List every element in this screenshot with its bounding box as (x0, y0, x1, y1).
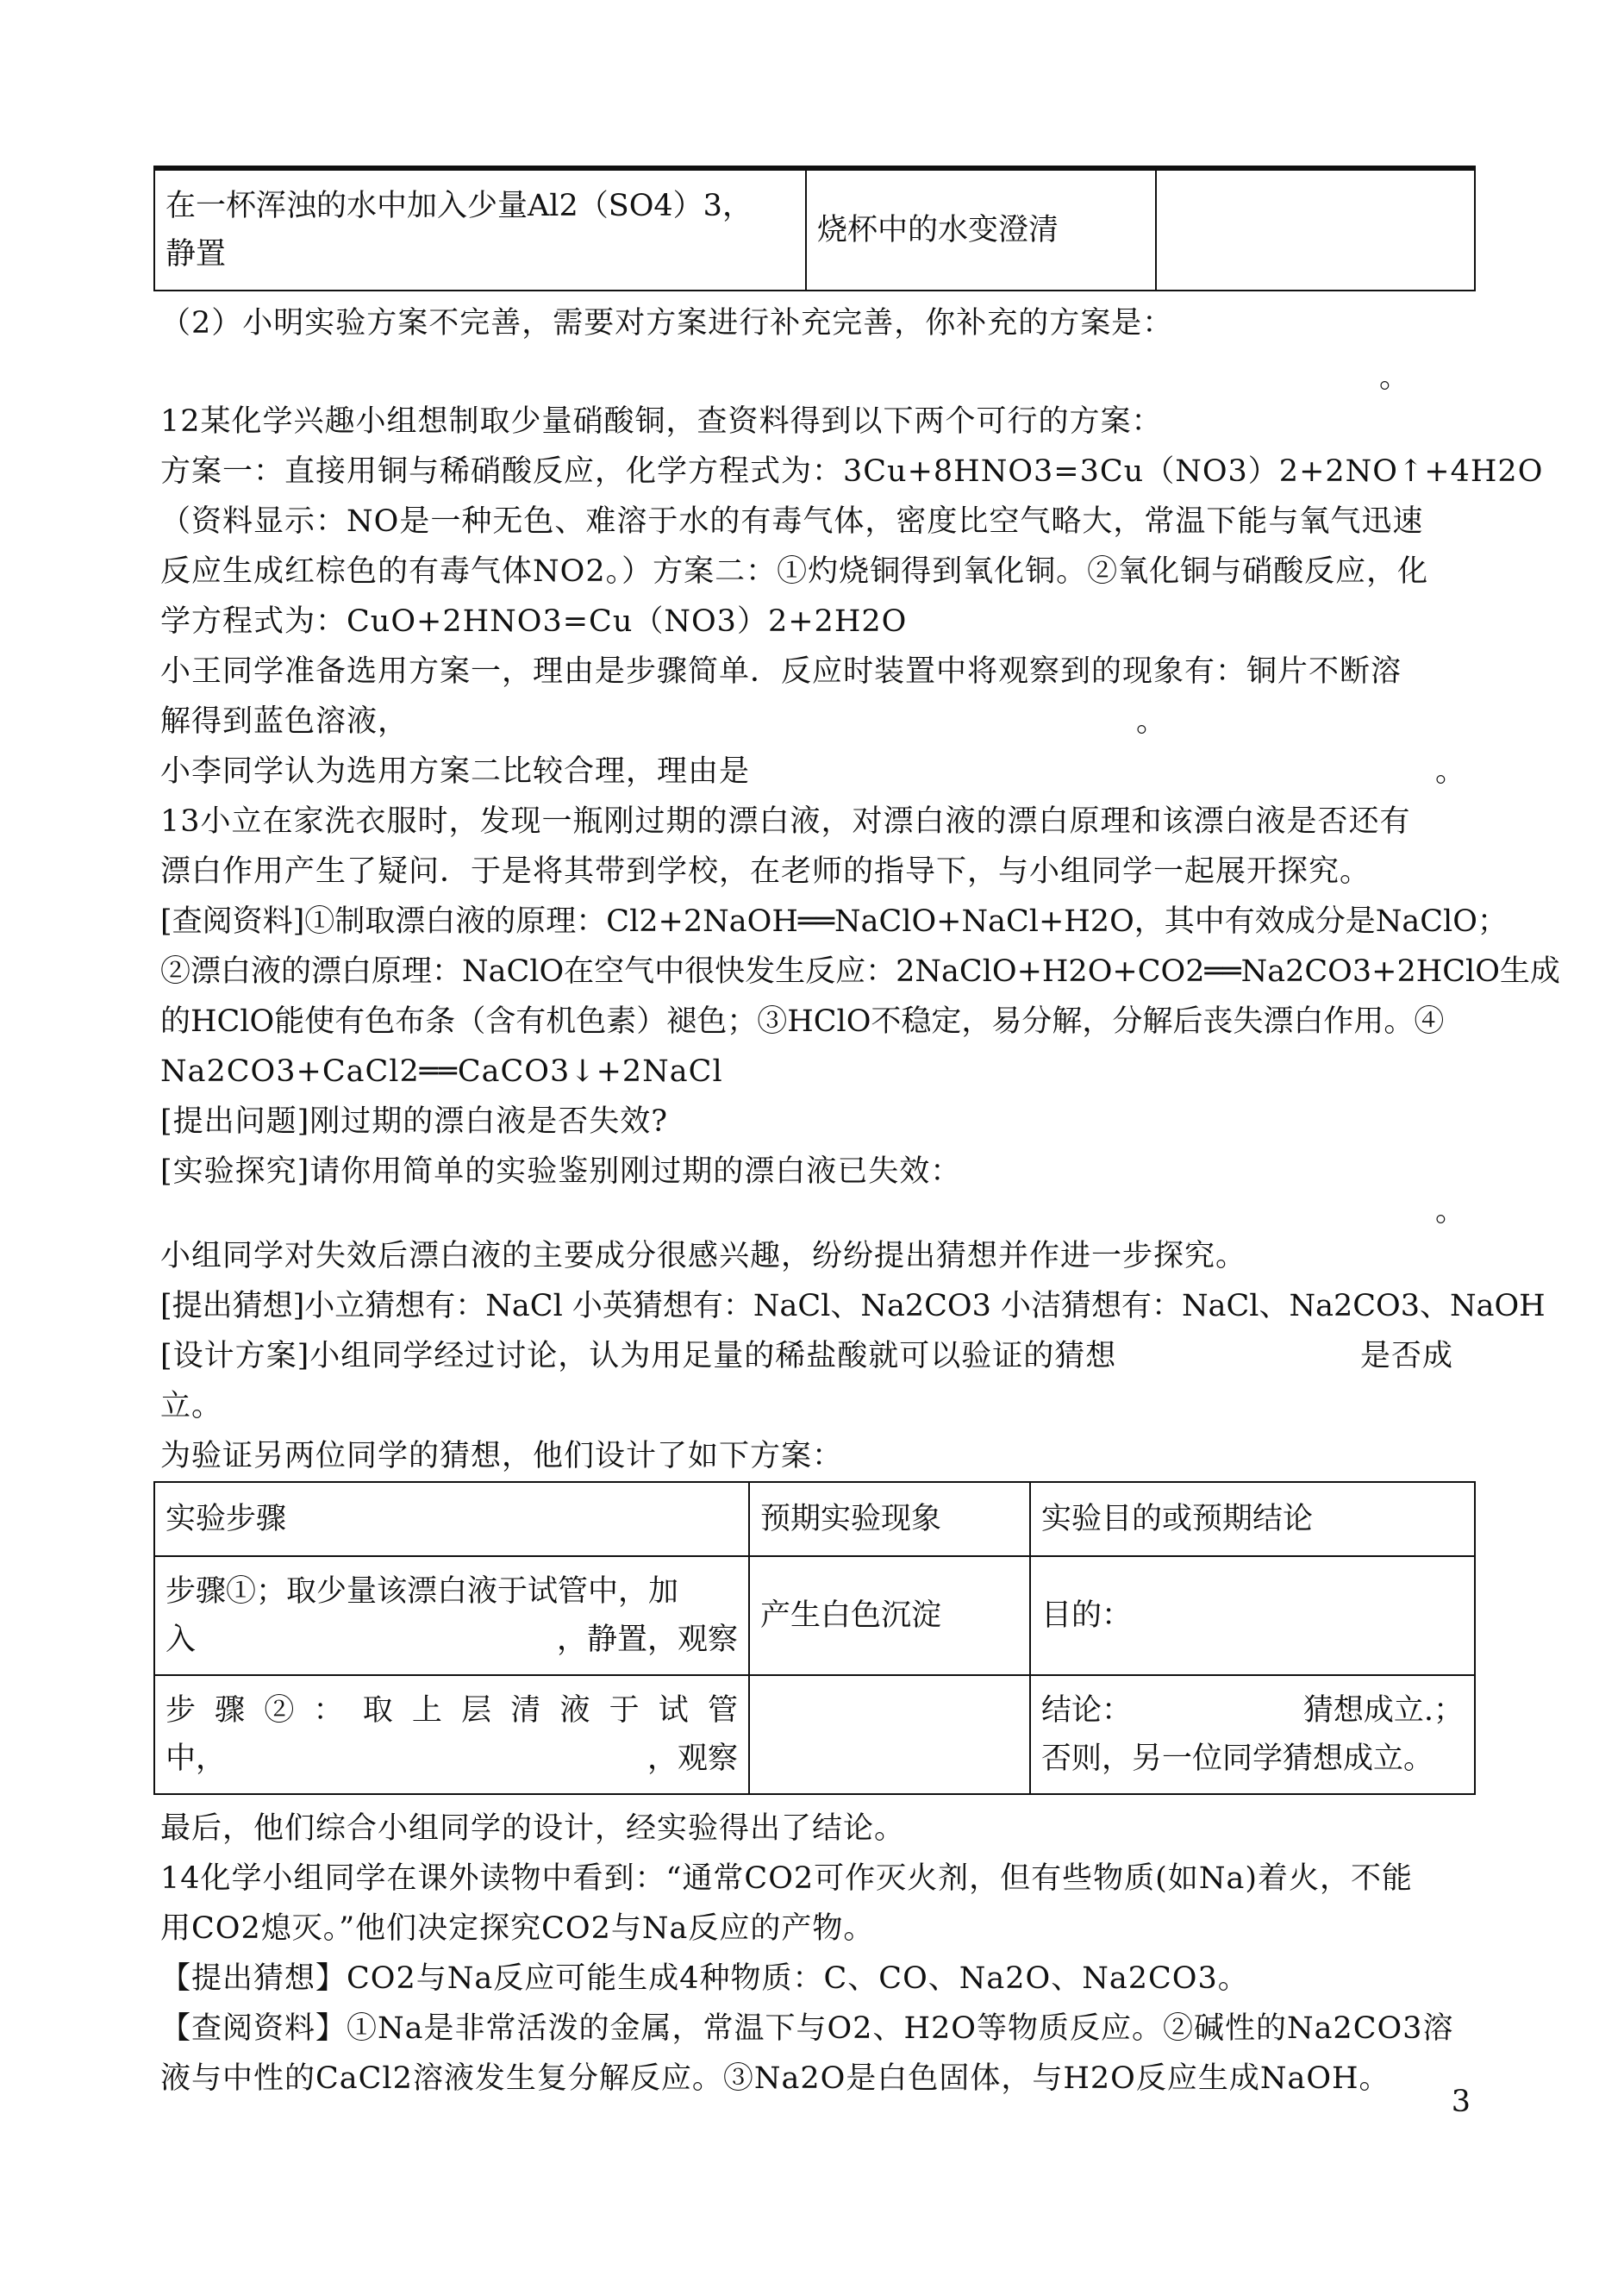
step-1-purpose: 目的： (1030, 1556, 1475, 1675)
step-1-phenomenon: 产生白色沉淀 (749, 1556, 1030, 1675)
question-14-line-4: 【查阅资料】①Na是非常活泼的金属，常温下与O2、H2O等物质反应。②碱性的Na2CO3溶 (160, 2011, 1454, 2046)
question-13-line-6: Na2CO3+CaCl2══CaCO3↓+2NaCl (160, 1054, 723, 1089)
step-2-phenomenon (749, 1675, 1030, 1794)
question-13-line-9: 小组同学对失效后漂白液的主要成分很感兴趣，纷纷提出猜想并作进一步探究。 (160, 1239, 1247, 1273)
conclusion-label: 结论： (1041, 1693, 1133, 1728)
question-12-line-7: 解得到蓝色溶液， (160, 704, 409, 739)
question-13-line-10: [提出猜想]小立猜想有：NaCl 小英猜想有：NaCl、Na2CO3 小洁猜想有：NaCl、Na2CO3、NaOH (160, 1289, 1546, 1323)
question-12-line-1: 12某化学兴趣小组想制取少量硝酸铜，查资料得到以下两个可行的方案： (160, 404, 1163, 439)
step-2-text-b-end: ，观察 (646, 1742, 738, 1776)
question-14-line-3: 【提出猜想】CO2与Na反应可能生成4种物质：C、CO、Na2O、Na2CO3。 (160, 1961, 1249, 1996)
question-13-line-3: [查阅资料]①制取漂白液的原理：Cl2+2NaOH══NaClO+NaCl+H2O，其中有效成分是NaClO； (160, 904, 1508, 939)
question-13-line-7: [提出问题]刚过期的漂白液是否失效? (160, 1104, 669, 1139)
question-13-line-1: 13小立在家洗衣服时，发现一瓶刚过期的漂白液，对漂白液的漂白原理和该漂白液是否还有 (160, 804, 1411, 839)
question-12-line-4: 反应生成红棕色的有毒气体NO2。）方案二：①灼烧铜得到氧化铜。②氧化铜与硝酸反应，化 (160, 554, 1429, 589)
step-1-text-b: 入 (166, 1623, 197, 1657)
line-end-mark: 。 (1435, 754, 1466, 789)
line-end-mark: 。 (1435, 1194, 1466, 1229)
step-2-text: 步骤②：取上层清液于试管 (166, 1693, 738, 1728)
question-13-line-4: ②漂白液的漂白原理：NaClO在空气中很快发生反应：2NaClO+H2O+CO2══Na2CO3+2HClO生成 (160, 954, 1560, 989)
question-13-line-12: 立。 (160, 1389, 223, 1423)
page-number: 3 (1451, 2085, 1471, 2119)
step-1-text: 步骤①；取少量该漂白液于试管中，加 (166, 1574, 679, 1609)
line-end-mark: 。 (1379, 360, 1410, 395)
header-phenomenon: 预期实验现象 (749, 1482, 1030, 1556)
conclusion-cell (1156, 170, 1475, 291)
experiment-table-top (153, 169, 1476, 291)
header-steps: 实验步骤 (154, 1482, 749, 1556)
step-2-cell (154, 1675, 749, 1794)
table-header-row (154, 1482, 1475, 1556)
question-12-line-8: 小李同学认为选用方案二比较合理，理由是 (160, 754, 751, 789)
question-12-line-6: 小王同学准备选用方案一，理由是步骤简单．反应时装置中将观察到的现象有：铜片不断溶 (160, 654, 1402, 689)
question-13-line-8: [实验探究]请你用简单的实验鉴别刚过期的漂白液已失效： (160, 1154, 962, 1189)
step-2-conclusion (1030, 1675, 1475, 1794)
step-2-text-b: 中， (166, 1742, 227, 1776)
step-1-cell (154, 1556, 749, 1675)
question-13-line-14: 最后，他们综合小组同学的设计，经实验得出了结论。 (160, 1811, 906, 1846)
conclusion-line-2: 否则，另一位同学猜想成立。 (1041, 1742, 1434, 1776)
conclusion-end: 猜想成立.； (1302, 1693, 1464, 1728)
question-14-line-5: 液与中性的CaCl2溶液发生复分解反应。③Na2O是白色固体，与H2O反应生成NaOH。 (160, 2061, 1390, 2096)
line-end-mark: 。 (1136, 704, 1167, 739)
question-14-line-1: 14化学小组同学在课外读物中看到：“通常CO2可作灭火剂，但有些物质(如Na)着火，不能 (160, 1861, 1413, 1896)
question-14-line-2: 用CO2熄灭。”他们决定探究CO2与Na反应的产物。 (160, 1911, 875, 1946)
step-cell (154, 170, 806, 291)
question-12-line-2: 方案一：直接用铜与稀硝酸反应，化学方程式为：3Cu+8HNO3=3Cu（NO3）2+2NO↑+4H2O (160, 454, 1544, 489)
table-row (154, 1675, 1475, 1794)
line-end-text: 是否成 (1360, 1339, 1454, 1373)
step-text-2: 静置 (166, 237, 227, 272)
table-row (154, 1556, 1475, 1675)
step-text: 在一杯浑浊的水中加入少量Al2（SO4）3， (166, 189, 753, 223)
step-1-line-2 (166, 1616, 738, 1664)
header-conclusion: 实验目的或预期结论 (1030, 1482, 1475, 1556)
phenomenon-cell: 烧杯中的水变澄清 (806, 170, 1156, 291)
question-13-line-5: 的HClO能使有色布条（含有机色素）褪色；③HClO不稳定，易分解，分解后丧失漂白作用。④ (160, 1004, 1445, 1039)
question-13-line-2: 漂白作用产生了疑问．于是将其带到学校，在老师的指导下，与小组同学一起展开探究。 (160, 854, 1371, 889)
step-1-text-b-end: ，静置，观察 (556, 1623, 738, 1657)
plan-table (153, 1481, 1476, 1795)
step-2-line-2 (166, 1735, 738, 1783)
question-12-line-5: 学方程式为：CuO+2HNO3=Cu（NO3）2+2H2O (160, 604, 908, 639)
conclusion-line-1 (1041, 1686, 1464, 1735)
question-12-line-3: （资料显示：NO是一种无色、难溶于水的有毒气体，密度比空气略大，常温下能与氧气迅速 (160, 504, 1424, 539)
table-row (154, 170, 1475, 291)
question-13-line-11: [设计方案]小组同学经过讨论，认为用足量的稀盐酸就可以验证的猜想 (160, 1339, 1117, 1373)
question-13-line-13: 为验证另两位同学的猜想，他们设计了如下方案： (160, 1439, 844, 1473)
text-line: （2）小明实验方案不完善，需要对方案进行补充完善，你补充的方案是： (160, 306, 1174, 341)
